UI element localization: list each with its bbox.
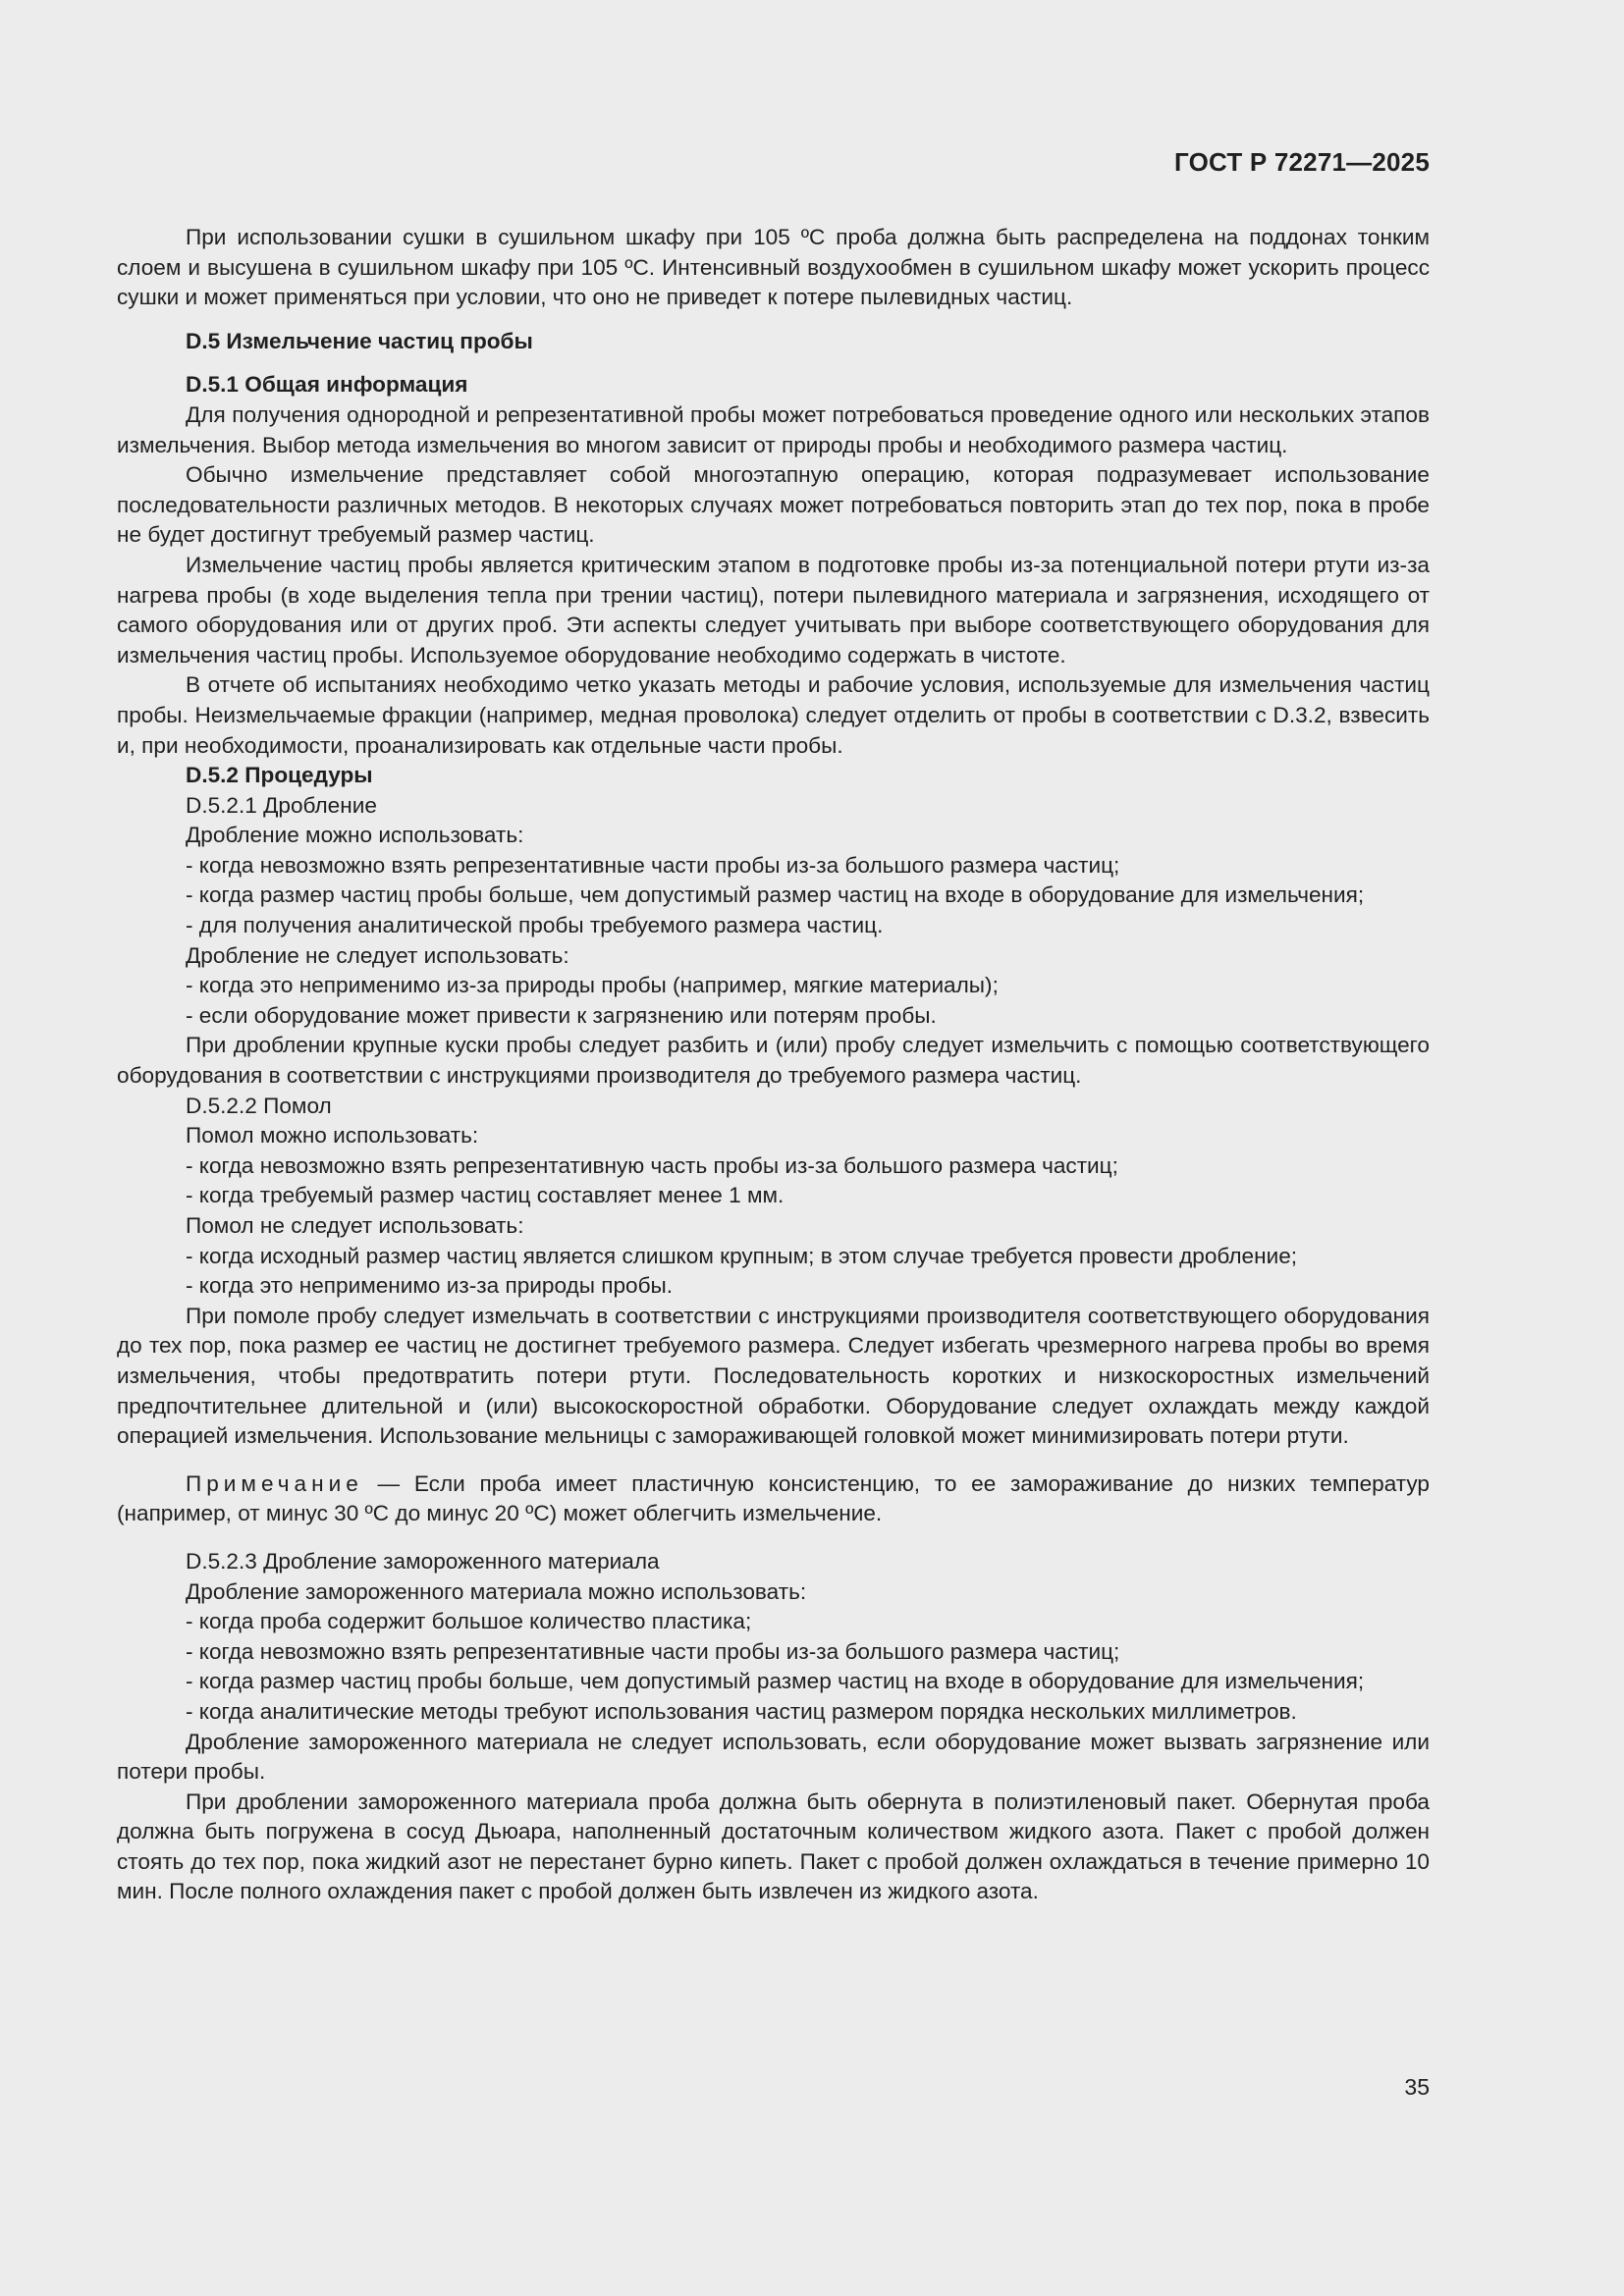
- page-number: 35: [1404, 2074, 1430, 2100]
- list-item: - для получения аналитической пробы требуемого размера частиц.: [186, 913, 884, 938]
- list-item: - когда невозможно взять репрезентативные части пробы из-за большого размера частиц;: [186, 1638, 1120, 1664]
- paragraph: Обычно измельчение представляет собой многоэтапную операцию, которая подразумевает использование последовательности различных методов. В некоторых случаях может потребоваться повторить этап до тех пор, пока в пробе не будет достигнут требуемый размер частиц.: [117, 462, 1430, 548]
- document-header: ГОСТ Р 72271—2025: [1174, 147, 1430, 177]
- list-item: - когда аналитические методы требуют использования частиц размером порядка нескольких миллиметров.: [186, 1698, 1297, 1724]
- note-label: Примечание: [186, 1470, 363, 1496]
- list-item: - когда это неприменимо из-за природы пробы (например, мягкие материалы);: [186, 973, 999, 998]
- paragraph: В отчете об испытаниях необходимо четко указать методы и рабочие условия, используемые для измельчения частиц пробы. Неизмельчаемые фракции (например, медная проволока) следует отделить от пробы в соответствии с D.3.2, взвесить и, при необходимости, проанализировать как отдельные части пробы.: [117, 672, 1430, 758]
- list-item: - когда невозможно взять репрезентативные части пробы из-за большого размера частиц;: [186, 852, 1120, 878]
- list-item: - когда размер частиц пробы больше, чем допустимый размер частиц на входе в оборудование для измельчения;: [186, 882, 1365, 908]
- subsection-heading-d521: D.5.2.1 Дробление: [186, 792, 377, 818]
- section-heading-d5: D.5 Измельчение частиц пробы: [186, 328, 533, 353]
- list-intro: Дробление не следует использовать:: [186, 942, 569, 968]
- list-intro: Дробление замороженного материала можно использовать:: [186, 1578, 807, 1604]
- list-item: - когда исходный размер частиц является слишком крупным; в этом случае требуется провести дробление;: [186, 1243, 1298, 1268]
- paragraph: При дроблении крупные куски пробы следует разбить и (или) пробу следует измельчить с помощью соответствующего оборудования в соответствии с инструкциями производителя до требуемого размера частиц.: [117, 1033, 1430, 1089]
- list-item: - когда размер частиц пробы больше, чем допустимый размер частиц на входе в оборудование для измельчения;: [186, 1669, 1365, 1694]
- list-item: - когда это неприменимо из-за природы пробы.: [186, 1273, 674, 1299]
- paragraph: Для получения однородной и репрезентативной пробы может потребоваться проведение одного или нескольких этапов измельчения. Выбор метода измельчения во многом зависит от природы пробы и необходимого размера частиц.: [117, 401, 1430, 457]
- document-body: [117, 223, 1430, 1907]
- subsection-heading-d522: D.5.2.2 Помол: [186, 1093, 332, 1118]
- section-heading-d51: D.5.1 Общая информация: [186, 372, 468, 398]
- paragraph: Дробление замороженного материала не следует использовать, если оборудование может вызвать загрязнение или потери пробы.: [117, 1729, 1430, 1785]
- note: [117, 1469, 1430, 1529]
- paragraph-drying: При использовании сушки в сушильном шкафу при 105 ºС проба должна быть распределена на поддонах тонким слоем и высушена в сушильном шкафу при 105 ºС. Интенсивный воздухообмен в сушильном шкафу может ускорить процесс сушки и может применяться при условии, что оно не приведет к потере пылевидных частиц.: [117, 225, 1430, 310]
- subsection-heading-d523: D.5.2.3 Дробление замороженного материала: [186, 1548, 660, 1574]
- list-item: - когда проба содержит большое количество пластика;: [186, 1609, 752, 1634]
- list-intro: Помол не следует использовать:: [186, 1213, 524, 1238]
- section-heading-d52: D.5.2 Процедуры: [186, 763, 373, 788]
- paragraph: При помоле пробу следует измельчать в соответствии с инструкциями производителя соответствующего оборудования до тех пор, пока размер ее частиц не достигнет требуемого размера. Следует избегать чрезмерного нагрева пробы во время измельчения, чтобы предотвратить потери ртути. Последовательность коротких и низкоскоростных измельчений предпочтительнее длительной и (или) высокоскоростной обработки. Оборудование следует охлаждать между каждой операцией измельчения. Использование мельницы с замораживающей головкой может минимизировать потери ртути.: [117, 1303, 1430, 1449]
- paragraph: Измельчение частиц пробы является критическим этапом в подготовке пробы из-за потенциальной потери ртути из-за нагрева пробы (в ходе выделения тепла при трении частиц), потери пылевидного материала и загрязнения, исходящего от самого оборудования или от других проб. Эти аспекты следует учитывать при выборе соответствующего оборудования для измельчения частиц пробы. Используемое оборудование необходимо содержать в чистоте.: [117, 552, 1430, 667]
- list-item: - когда невозможно взять репрезентативную часть пробы из-за большого размера частиц;: [186, 1152, 1118, 1178]
- list-intro: Помол можно использовать:: [186, 1123, 479, 1148]
- list-intro: Дробление можно использовать:: [186, 823, 524, 848]
- note-text: — Если проба имеет пластичную консистенцию, то ее замораживание до низких температур (например, от минус 30 ºС до минус 20 ºС) может облегчить измельчение.: [117, 1470, 1430, 1526]
- list-item: - когда требуемый размер частиц составляет менее 1 мм.: [186, 1183, 785, 1208]
- paragraph: При дроблении замороженного материала проба должна быть обернута в полиэтиленовый пакет. Обернутая проба должна быть погружена в сосуд Дьюара, наполненный достаточным количеством жидкого азота. Пакет с пробой должен стоять до тех пор, пока жидкий азот не перестанет бурно кипеть. Пакет с пробой должен охлаждаться в течение примерно 10 мин. После полного охлаждения пакет с пробой должен быть извлечен из жидкого азота.: [117, 1789, 1430, 1904]
- list-item: - если оборудование может привести к загрязнению или потерям пробы.: [186, 1002, 937, 1028]
